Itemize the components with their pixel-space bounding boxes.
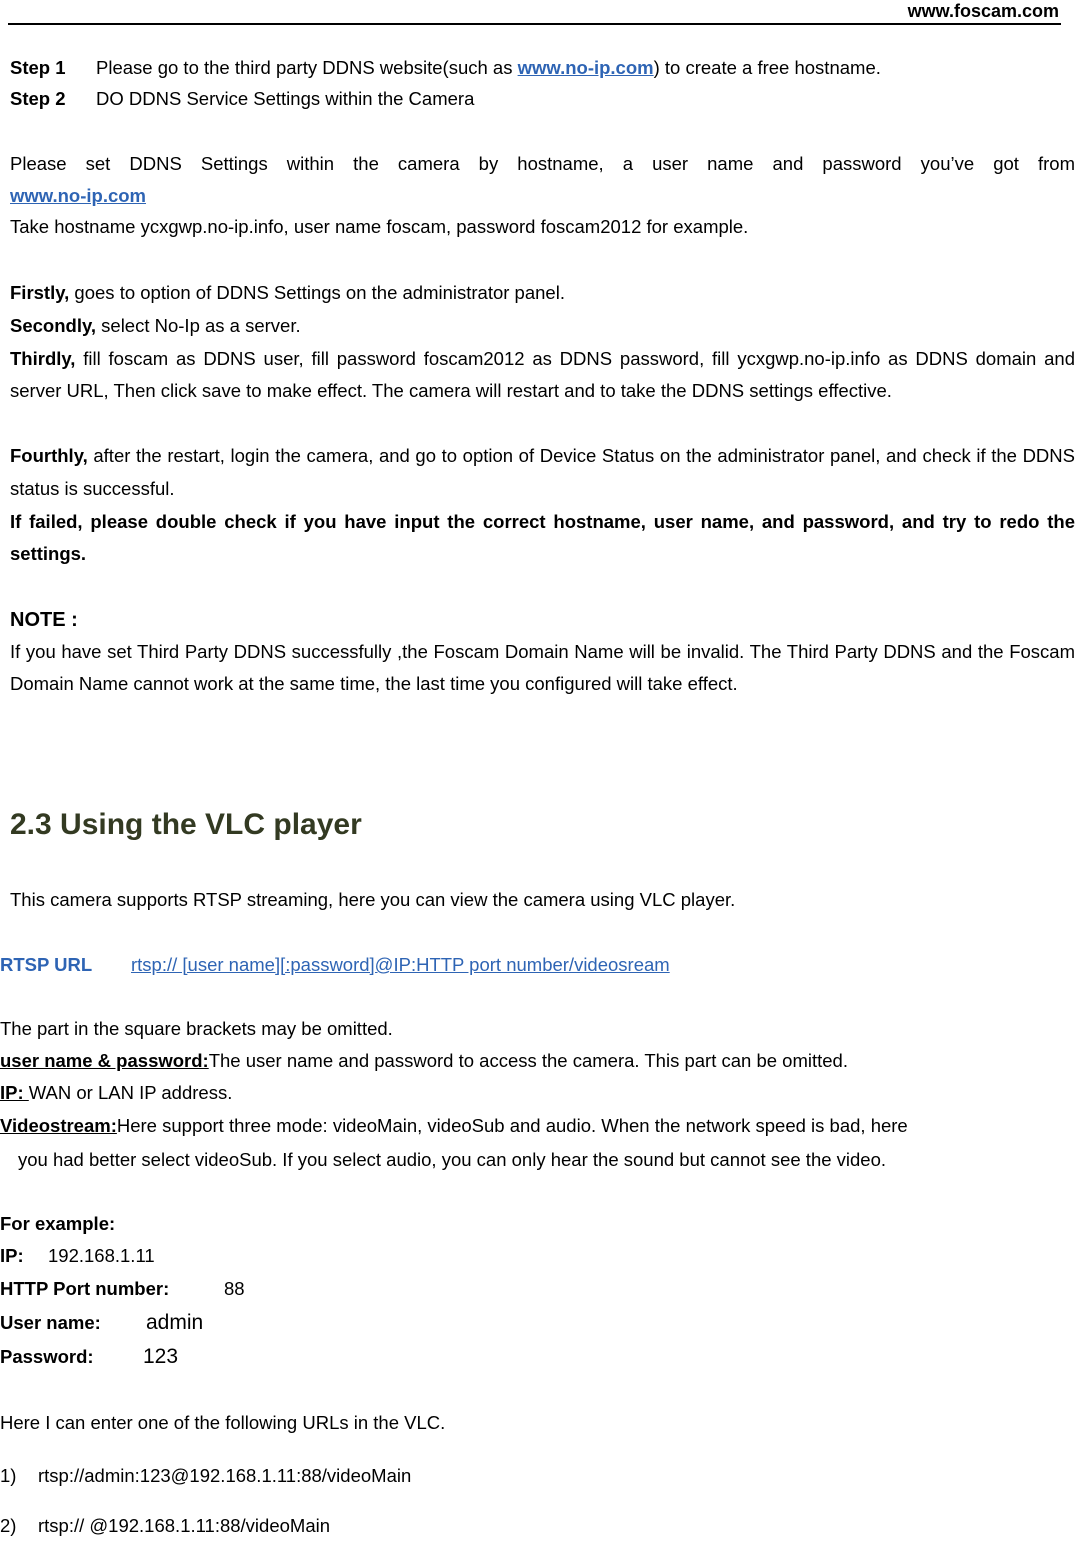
- section-heading: 2.3 Using the VLC player: [10, 808, 362, 841]
- fourthly-text: after the restart, login the camera, and go to option of Device Status on the administrator panel, and check if the DDNS status is successful.: [10, 445, 1075, 499]
- fourthly-label: Fourthly,: [10, 445, 88, 466]
- secondly-text: select No-Ip as a server.: [96, 315, 301, 336]
- failed-warning: If failed, please double check if you have input the correct hostname, user name, and password, and try to redo the settings.: [10, 511, 1075, 564]
- thirdly-paragraph: [10, 343, 1075, 407]
- note-title: NOTE :: [10, 609, 78, 631]
- example-password: [0, 1342, 1075, 1372]
- example-ip-label: IP:: [0, 1245, 24, 1266]
- step-2-text: DO DDNS Service Settings within the Camera: [96, 88, 475, 109]
- step-2-label: Step 2: [10, 88, 66, 109]
- step-2: [10, 84, 1075, 114]
- firstly-line: [10, 278, 1075, 308]
- url-item-1: [0, 1461, 1075, 1491]
- secondly-label: Secondly,: [10, 315, 97, 336]
- example-user: [0, 1308, 1075, 1338]
- step-1: [10, 53, 1075, 83]
- step-1-post: ) to create a free hostname.: [653, 57, 881, 78]
- omit-note: The part in the square brackets may be omitted.: [0, 1018, 393, 1039]
- intro-example: Take hostname ycxgwp.no-ip.info, user name foscam, password foscam2012 for example.: [10, 216, 749, 237]
- example-user-label: User name:: [0, 1312, 101, 1333]
- rtsp-url-line: [0, 950, 1075, 980]
- example-password-label: Password:: [0, 1346, 94, 1367]
- videostream-label: Videostream:: [0, 1115, 117, 1136]
- header-rule: [8, 23, 1061, 25]
- noip-link[interactable]: www.no-ip.com: [517, 57, 654, 78]
- rtsp-label: RTSP URL: [0, 954, 93, 975]
- url-item-2-text: rtsp:// @192.168.1.11:88/videoMain: [38, 1515, 331, 1536]
- ip-text: WAN or LAN IP address.: [28, 1082, 233, 1103]
- ip-label: IP:: [0, 1082, 29, 1103]
- note-text: If you have set Third Party DDNS successfully ,the Foscam Domain Name will be invalid. The Third Party DDNS and the Foscam Domain Name cannot work at the same time, the last time you configured will take effect.: [10, 641, 1075, 694]
- firstly-text: goes to option of DDNS Settings on the administrator panel.: [69, 282, 565, 303]
- step-1-label: Step 1: [10, 57, 66, 78]
- ip-line: [0, 1078, 1075, 1108]
- firstly-label: Firstly,: [10, 282, 70, 303]
- url-item-2: [0, 1511, 1075, 1541]
- section-intro: This camera supports RTSP streaming, here you can view the camera using VLC player.: [10, 889, 736, 910]
- example-port: [0, 1274, 1075, 1304]
- userpass-line: [0, 1046, 1075, 1076]
- intro-noip-link[interactable]: www.no-ip.com: [10, 185, 147, 206]
- videostream-text: Here support three mode: videoMain, videoSub and audio. When the network speed is bad, here: [116, 1115, 908, 1136]
- example-title: For example:: [0, 1213, 116, 1234]
- example-ip-value: 192.168.1.11: [48, 1245, 155, 1266]
- example-ip: [0, 1241, 1075, 1271]
- example-password-value: 123: [143, 1345, 179, 1368]
- secondly-line: [10, 311, 1075, 341]
- urls-intro: Here I can enter one of the following URLs in the VLC.: [0, 1412, 446, 1433]
- userpass-label: user name & password:: [0, 1050, 209, 1071]
- intro-line: Please set DDNS Settings within the camera by hostname, a user name and password you’ve got from: [10, 153, 1075, 174]
- site-url[interactable]: www.foscam.com: [907, 1, 1059, 21]
- thirdly-label: Thirdly,: [10, 348, 76, 369]
- example-port-label: HTTP Port number:: [0, 1278, 170, 1299]
- url-item-1-num: 1): [0, 1465, 17, 1486]
- fourthly-paragraph: [10, 439, 1075, 505]
- thirdly-text: fill foscam as DDNS user, fill password foscam2012 as DDNS password, fill ycxgwp.no-ip.info as DDNS domain and server URL, Then click save to make effect. The camera will restart and to take the DDNS settings effective.: [10, 348, 1075, 401]
- intro-link-line: [10, 181, 1075, 211]
- videostream-text-2: you had better select videoSub. If you select audio, you can only hear the sound but cannot see the video.: [18, 1149, 887, 1170]
- userpass-text: The user name and password to access the camera. This part can be omitted.: [208, 1050, 848, 1071]
- videostream-line: [0, 1111, 1075, 1141]
- example-user-value: admin: [146, 1311, 204, 1334]
- example-port-value: 88: [224, 1278, 245, 1299]
- rtsp-url[interactable]: rtsp:// [user name][:password]@IP:HTTP port number/videosream: [131, 954, 670, 975]
- url-item-1-text: rtsp://admin:123@192.168.1.11:88/videoMain: [38, 1465, 412, 1486]
- url-item-2-num: 2): [0, 1515, 17, 1536]
- step-1-pre: Please go to the third party DDNS website(such as: [96, 57, 518, 78]
